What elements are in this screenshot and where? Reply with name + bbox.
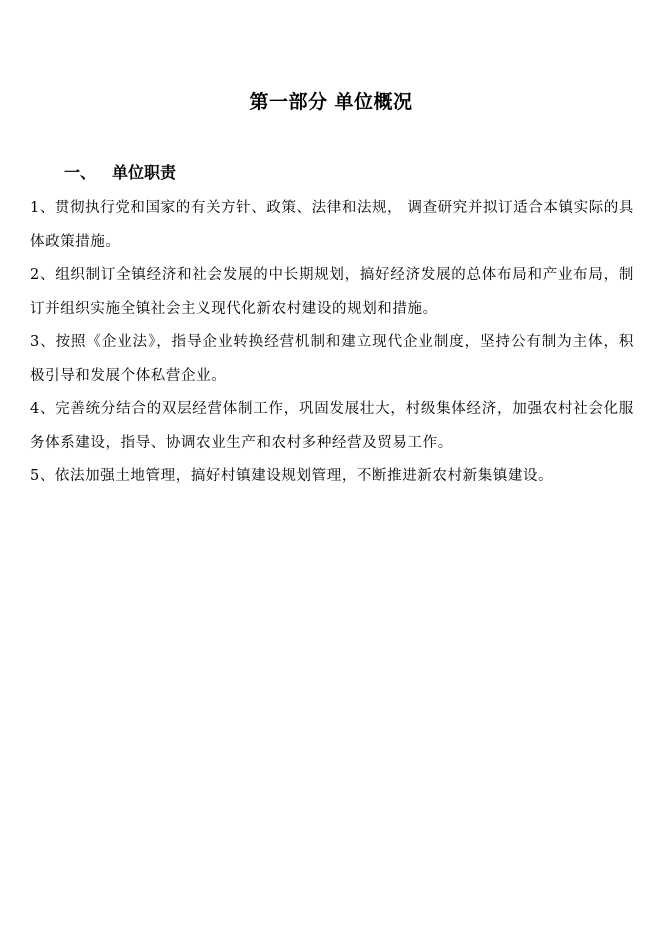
paragraph-4: 4、完善统分结合的双层经营体制工作，巩固发展壮大，村级集体经济，加强农村社会化服务体系建设，指导、协调农业生产和农村多种经营及贸易工作。 (30, 401, 634, 451)
document-title: 第一部分 单位概况 (249, 91, 413, 113)
paragraph-3: 3、按照《企业法》，指导企业转换经营机制和建立现代企业制度，坚持公有制为主体，积极引导和发展个体私营企业。 (30, 334, 634, 384)
paragraph-2: 2、组织制订全镇经济和社会发展的中长期规划，搞好经济发展的总体布局和产业布局，制订并组织实施全镇社会主义现代化新农村建设的规划和措施。 (30, 267, 634, 317)
paragraph-1: 1、贯彻执行党和国家的有关方针、政策、法律和法规， 调查研究并拟订适合本镇实际的具体政策措施。 (30, 200, 634, 250)
section-heading (64, 160, 176, 186)
section-number: 一、 (64, 163, 97, 182)
document-body (30, 192, 634, 494)
section-heading-text: 单位职责 (112, 163, 177, 182)
paragraph-5: 5、依法加强土地管理，搞好村镇建设规划管理，不断推进新农村新集镇建设。 (30, 468, 554, 484)
